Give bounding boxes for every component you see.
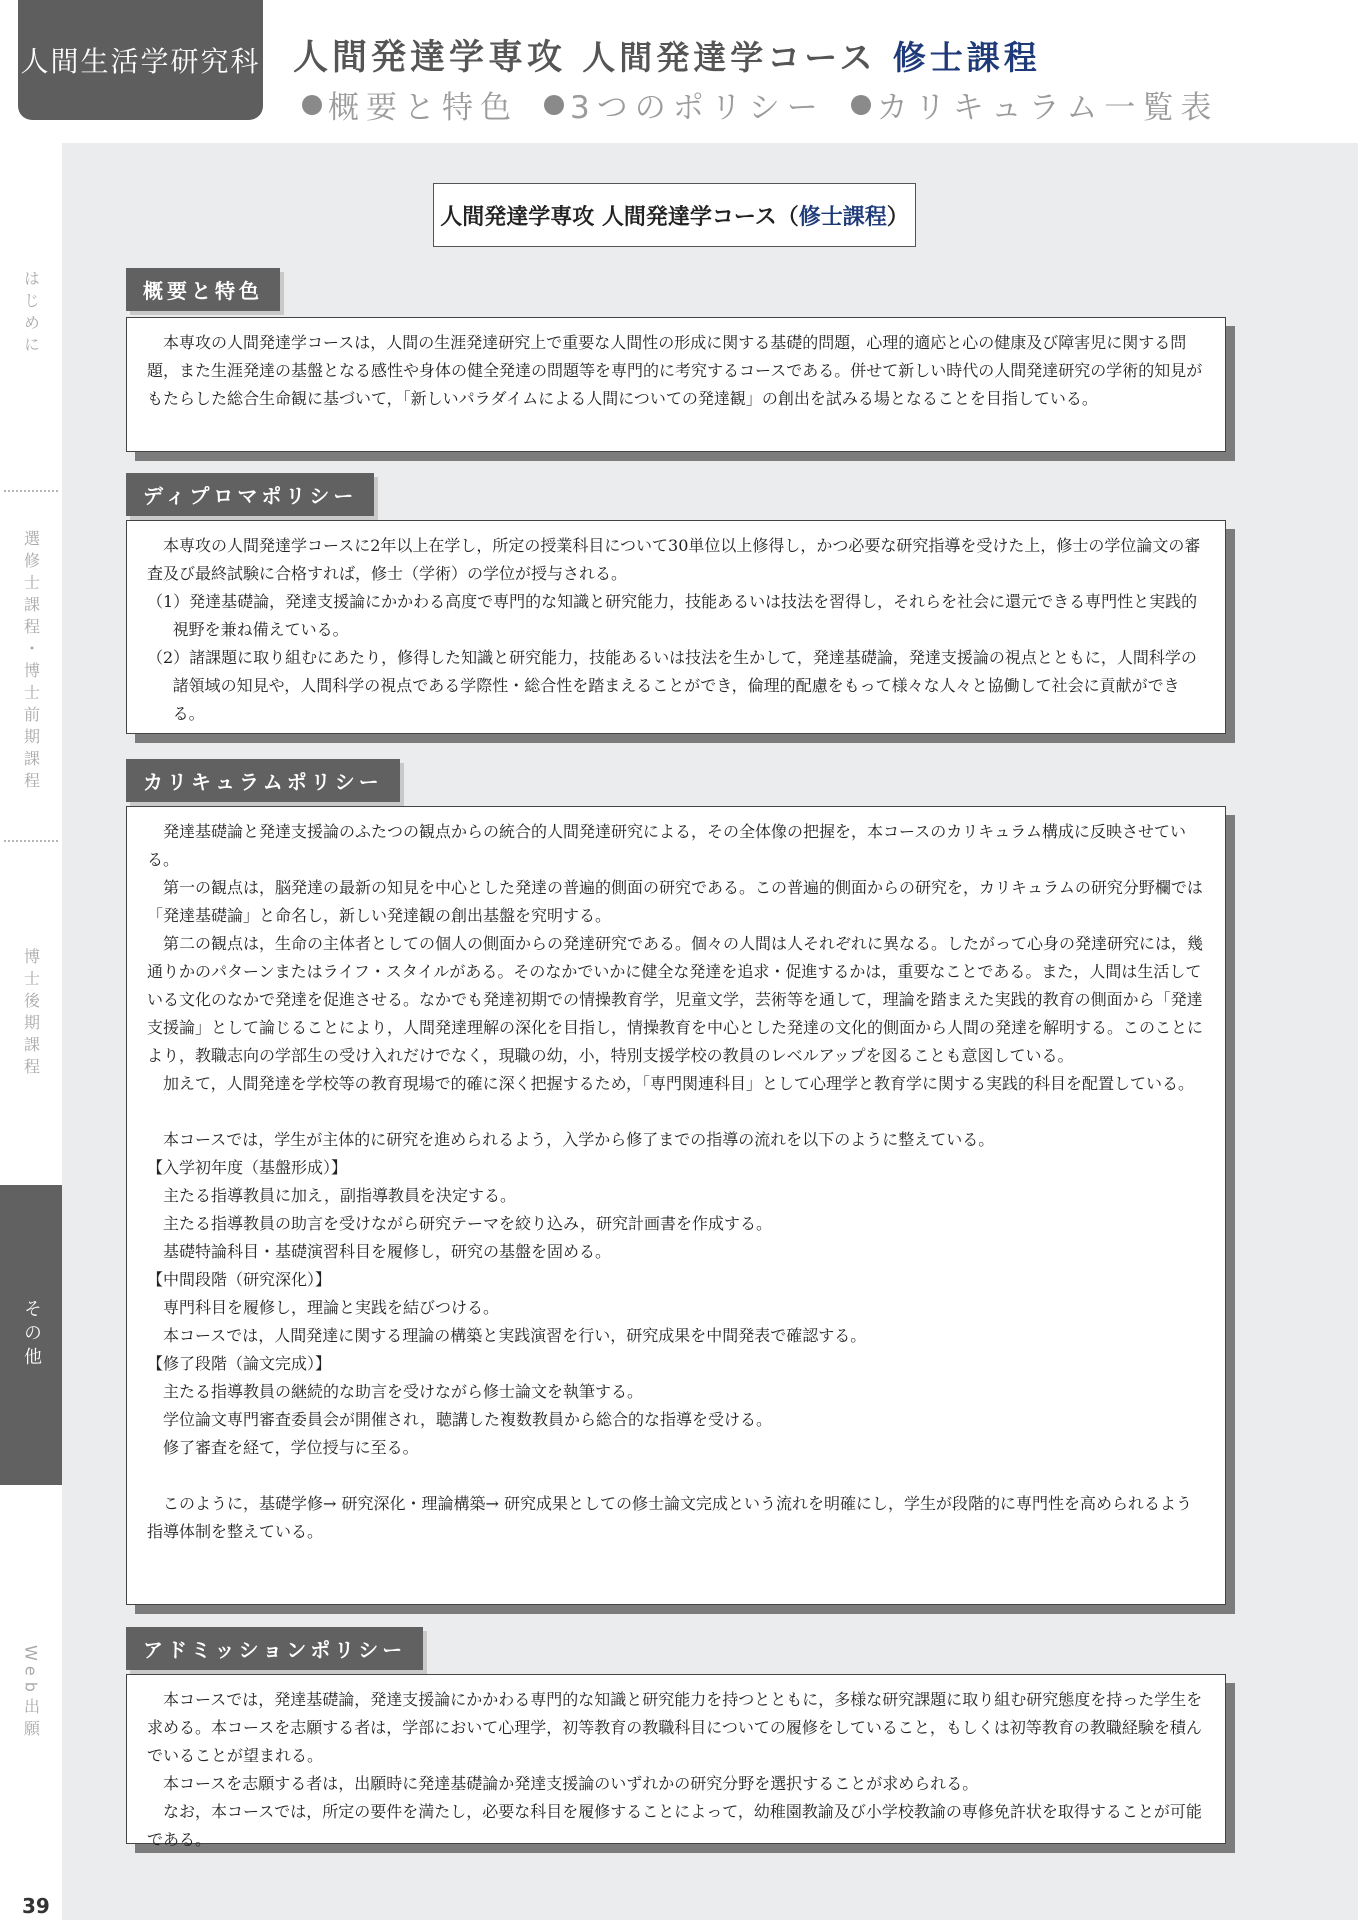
admission-paragraph: なお，本コースでは，所定の要件を満たし，必要な科目を履修することによって，幼稚園教諭及び小学校教諭の専修免許状を取得することが可能である。 xyxy=(147,1802,1202,1849)
bullet-icon xyxy=(544,95,564,115)
side-item-label: その他 xyxy=(21,1299,42,1371)
stage-title: 【中間段階（研究深化）】 xyxy=(147,1270,332,1289)
side-item-label: 選修士課程・博士前期課程 xyxy=(21,530,41,794)
curriculum-conclusion: このように，基礎学修→ 研究深化・理論構築→ 研究成果としての修士論文完成という流れを明確にし，学生が段階的に専門性を高められるよう指導体制を整えている。 xyxy=(147,1494,1192,1541)
side-index xyxy=(0,140,62,1920)
side-item-label: 博士後期課程 xyxy=(21,948,41,1080)
bullet-icon xyxy=(302,95,322,115)
stage-line: 修了審査を経て，学位授与に至る。 xyxy=(163,1438,419,1457)
side-divider xyxy=(4,840,58,842)
side-item-label: はじめに xyxy=(21,270,41,358)
overview-text: 本専攻の人間発達学コースは，人間の生涯発達研究上で重要な人間性の形成に関する基礎的問題，心理的適応と心の健康及び障害児に関する問題，また生涯発達の基盤となる感性や身体の健全発達の問題等を専門的に考究するコースである。併せて新しい時代の人間発達研究の学術的知見がもたらした総合生命観に基づいて，「新しいパラダイムによる人間についての発達観」の創出を試みる場となることを目指している。 xyxy=(147,333,1203,408)
stage-line: 専門科目を履修し，理論と実践を結びつける。 xyxy=(163,1298,500,1317)
side-item-web-application[interactable] xyxy=(0,1645,62,1855)
admission-policy-box xyxy=(126,1674,1226,1849)
curriculum-policy-heading: カリキュラムポリシー xyxy=(126,759,400,802)
side-divider xyxy=(4,490,58,492)
topic-nav-label: 概要と特色 xyxy=(328,90,518,126)
curriculum-paragraph: 第一の観点は，脳発達の最新の知見を中心とした発達の普遍的側面の研究である。この普遍的側面からの研究を，カリキュラムの研究分野欄では「発達基礎論」と命名し，新しい発達観の創出基盤を究明する。 xyxy=(147,878,1203,925)
topic-nav-label: 3つのポリシー xyxy=(570,90,825,126)
spacer xyxy=(147,1098,1207,1126)
overview-box xyxy=(126,317,1226,452)
admission-paragraph: 本コースを志願する者は，出願時に発達基礎論か発達支援論のいずれかの研究分野を選択することが求められる。 xyxy=(163,1774,979,1793)
document-title-main: 人間発達学専攻 人間発達学コース xyxy=(440,203,777,230)
title-main: 人間発達学専攻 xyxy=(293,38,567,78)
curriculum-flow-intro: 本コースでは，学生が主体的に研究を進められるよう，入学から修了までの指導の流れを以下のように整えている。 xyxy=(163,1130,995,1149)
curriculum-policy-box xyxy=(126,806,1226,1605)
document-title-degree: 修士課程 xyxy=(798,203,887,230)
diploma-policy-item: （1）発達基礎論，発達支援論にかかわる高度で専門的な知識と研究能力，技能あるいは技法を習得し，それらを社会に還元できる専門性と実践的視野を兼ね備えている。 xyxy=(147,592,1198,639)
graduate-school-label: 人間生活学研究科 xyxy=(20,45,261,78)
side-item-doctoral[interactable] xyxy=(0,948,62,1128)
diploma-policy-heading: ディプロマポリシー xyxy=(126,473,374,516)
stage-line: 学位論文専門審査委員会が開催され，聴講した複数教員から総合的な指導を受ける。 xyxy=(163,1410,772,1429)
graduate-school-tab xyxy=(18,0,263,120)
topic-nav-label: カリキュラム一覧表 xyxy=(876,90,1219,126)
side-item-introduction[interactable] xyxy=(0,270,62,470)
title-degree: 修士課程 xyxy=(892,38,1041,77)
stage-line: 主たる指導教員の助言を受けながら研究テーマを絞り込み，研究計画書を作成する。 xyxy=(163,1214,772,1233)
page-number: 39 xyxy=(22,1894,50,1918)
side-item-label: Web出願 xyxy=(21,1645,41,1742)
overview-heading: 概要と特色 xyxy=(126,268,280,311)
document-title: 人間発達学専攻 人間発達学コース （ 修士課程 ） xyxy=(433,183,916,247)
spacer xyxy=(147,1462,1207,1490)
stage-line: 本コースでは，人間発達に関する理論の構築と実践演習を行い，研究成果を中間発表で確認する。 xyxy=(163,1326,867,1345)
stage-line: 主たる指導教員に加え，副指導教員を決定する。 xyxy=(163,1186,516,1205)
curriculum-paragraph: 加えて，人間発達を学校等の教育現場で的確に深く把握するため，「専門関連科目」として心理学と教育学に関する実践的科目を配置している。 xyxy=(163,1074,1195,1093)
topic-nav-item-policies[interactable] xyxy=(544,82,825,127)
side-item-other[interactable] xyxy=(0,1185,62,1485)
side-item-masters[interactable] xyxy=(0,530,62,930)
page-title xyxy=(293,30,1041,80)
diploma-policy-intro: 本専攻の人間発達学コースに2年以上在学し，所定の授業科目について30単位以上修得し，かつ必要な研究指導を受けた上，修士の学位論文の審査及び最終試験に合格すれば，修士（学術）の学位が授与される。 xyxy=(147,536,1201,583)
topic-nav-item-overview[interactable] xyxy=(302,82,518,127)
curriculum-paragraph: 第二の観点は，生命の主体者としての個人の側面からの発達研究である。個々の人間は人それぞれに異なる。したがって心身の発達研究には，幾通りかのパターンまたはライフ・スタイルがある。そのなかでいかに健全な発達を追求・促進するかは，重要なことである。また，人間は生活している文化のなかで発達を促進させる。なかでも発達初期での情操教育学，児童文学，芸術等を通して，理論を踏まえた実践的教育の側面から「発達支援論」として論じることにより，人間発達理解の深化を目指し，情操教育を中心とした発達の文化的側面から人間の発達を解明する。このことにより，教職志向の学部生の受け入れだけでなく，現職の幼，小，特別支援学校の教員のレベルアップを図ることも意図している。 xyxy=(147,934,1204,1065)
title-course: 人間発達学コース xyxy=(582,38,877,77)
admission-policy-heading: アドミッションポリシー xyxy=(126,1627,423,1670)
diploma-policy-box xyxy=(126,520,1226,734)
stage-line: 主たる指導教員の継続的な助言を受けながら修士論文を執筆する。 xyxy=(163,1382,644,1401)
stage-title: 【入学初年度（基盤形成）】 xyxy=(147,1158,348,1177)
topic-nav xyxy=(302,82,1244,127)
topic-nav-item-curriculum-list[interactable] xyxy=(851,82,1219,127)
diploma-policy-item: （2）諸課題に取り組むにあたり，修得した知識と研究能力，技能あるいは技法を生かして，発達基礎論，発達支援論の視点とともに，人間科学の諸領域の知見や，人間科学の視点である学際性・総合性を踏まえることができ，倫理的配慮をもって様々な人々と協働して社会に貢献ができる。 xyxy=(147,648,1197,723)
bullet-icon xyxy=(851,95,871,115)
stage-title: 【修了段階（論文完成）】 xyxy=(147,1354,332,1373)
admission-paragraph: 本コースでは，発達基礎論，発達支援論にかかわる専門的な知識と研究能力を持つとともに，多様な研究課題に取り組む研究態度を持った学生を求める。本コースを志願する者は，学部において心理学，初等教育の教職科目についての履修をしていること，もしくは初等教育の教職経験を積んでいることが望まれる。 xyxy=(147,1690,1203,1765)
stage-line: 基礎特論科目・基礎演習科目を履修し，研究の基盤を固める。 xyxy=(163,1242,612,1261)
curriculum-paragraph: 発達基礎論と発達支援論のふたつの観点からの統合的人間発達研究による，その全体像の把握を，本コースのカリキュラム構成に反映させている。 xyxy=(147,822,1187,869)
